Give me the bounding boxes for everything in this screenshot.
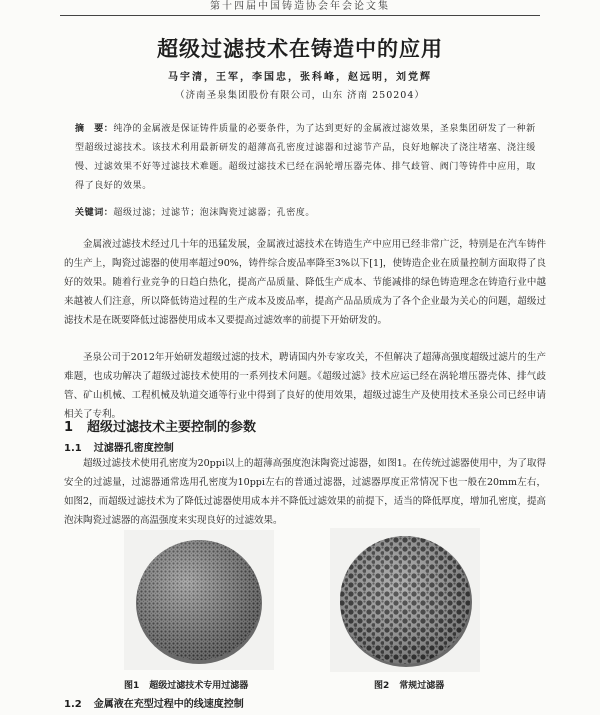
- intro-paragraph-1: 金属液过滤技术经过几十年的迅猛发展，金属液过滤技术在铸造生产中应用已经非常广泛，特别是在汽车铸件的生产上，陶瓷过滤器的使用率超过90%，铸件综合废品率降至3%以下[1]，使铸造企业在质量控制方面取得了良好的效果。随着行业竞争的日趋白热化，提高产品质量、降低生产成本、节能减排的绿色铸造理念在铸造行业中越来越被人们注意，所以降低铸造过程的生产成本及废品率，提高产品品质成为了各个企业最为关心的问题，超级过滤技术是在既要降低过滤器使用成本又要提高过滤效率的前提下开始研发的。: [64, 239, 546, 326]
- keywords: [75, 205, 537, 218]
- section-1-heading: [64, 416, 256, 435]
- keywords-label: 关键词：: [75, 208, 114, 218]
- intro-paragraph-2: 圣泉公司于2012年开始研发超级过滤的技术，聘请国内外专家攻关，不但解决了超薄高强度超级过滤片的生产难题，也成功解决了超级过滤技术使用的一系列技术问题。《超级过滤》技术应运已经在涡轮增压器壳体、排气歧管、矿山机械、工程机械及轨道交通等行业中得到了良好的使用效果，超级过滤生产及使用技术圣泉公司已经申请相关了专利。: [64, 352, 546, 420]
- figure-1-caption: [124, 678, 248, 691]
- section-1-1-title: 过滤器孔密度控制: [93, 443, 174, 454]
- keywords-text: 超级过滤；过滤节；泡沫陶瓷过滤器；孔密度。: [113, 208, 316, 218]
- author-list: 马宇清，王军，李国忠，张科峰，赵远明，刘党辉: [168, 72, 432, 83]
- section-1-1-heading: [64, 439, 174, 454]
- section-1-2-heading: [64, 695, 244, 710]
- section-1-1-paragraph: 超级过滤技术使用孔密度为20ppi以上的超薄高强度泡沫陶瓷过滤器，如图1。在传统过滤器使用中，为了取得安全的过滤量，过滤器通常选用孔密度为10ppi左右的普通过滤器，过滤器厚度正常情况下也一般在20mm左右，如图2，而超级过滤技术为了降低过滤器使用成本并不降低过滤效果的前提下，适当的降低厚度，增加孔密度，提高泡沫陶瓷过滤器的高温强度来实现良好的过滤效果。: [64, 458, 546, 526]
- section-1-title: 超级过滤技术主要控制的参数: [87, 420, 257, 435]
- running-head: 第十四届中国铸造协会年会论文集: [60, 0, 540, 16]
- abstract: [75, 120, 537, 196]
- figure-2-number: 图2: [374, 681, 390, 691]
- figure-1-caption-text: 超级过滤技术专用过滤器: [149, 681, 249, 691]
- affiliation: （济南圣泉集团股份有限公司，山东 济南 250204）: [175, 90, 425, 101]
- section-1-2-number: 1.2: [64, 699, 82, 710]
- figure-2-caption: [374, 678, 444, 691]
- section-1-number: 1: [64, 420, 74, 435]
- paper-title: 超级过滤技术在铸造中的应用: [157, 37, 443, 61]
- figure-1-filter-photo: [124, 530, 274, 670]
- abstract-label: 摘 要：: [75, 124, 114, 134]
- abstract-text: 纯净的金属液是保证铸件质量的必要条件，为了达到更好的金属液过滤效果，圣泉集团研发了一种新型超级过滤技术。该技术利用最新研发的超薄高孔密度过滤器和过滤节产品，良好地解决了浇注堵塞、浇注缓慢、过滤效果不好等过滤技术难题。超级过滤技术已经在涡轮增压器壳体、排气歧管、阀门等铸件中应用，取得了良好的效果。: [75, 124, 536, 191]
- figure-2-caption-text: 常规过滤器: [399, 681, 445, 691]
- section-1-1-number: 1.1: [64, 443, 82, 454]
- figure-1-number: 图1: [124, 681, 140, 691]
- section-1-2-title: 金属液在充型过程中的线速度控制: [93, 699, 244, 710]
- figure-2-filter-photo: [330, 528, 480, 672]
